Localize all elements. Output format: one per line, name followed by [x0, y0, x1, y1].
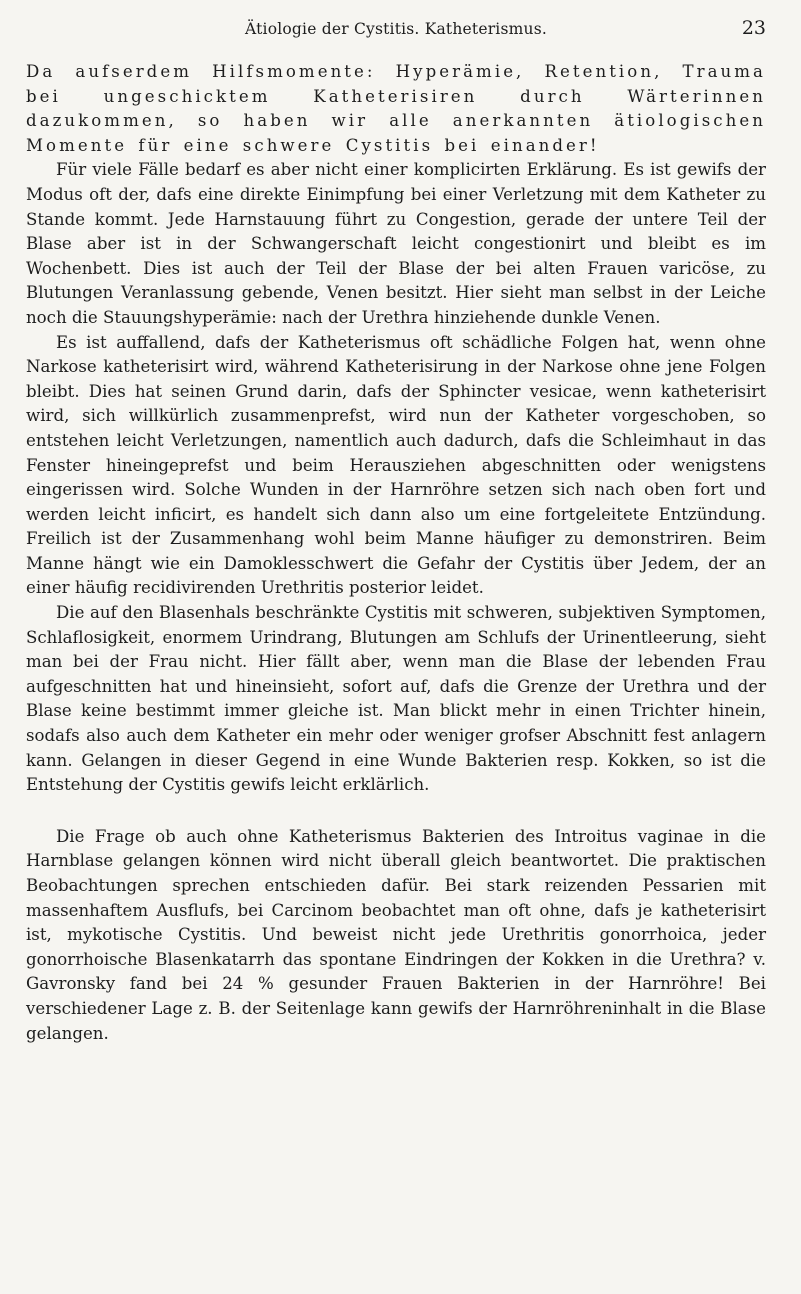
page-header	[26, 17, 766, 46]
paragraph-2: Für viele Fälle bedarf es aber nicht einer komplicirten Erklärung. Es ist gewifs der Modus oft der, dafs eine direkte Einimpfung bei einer Verletzung mit dem Katheter zu Stande kommt. Jede Harnstauung führt zu Congestion, gerade der untere Teil der Blase aber ist in der Schwangerschaft leicht congestionirt und bleibt es im Wochenbett. Dies ist auch der Teil der Blase der bei alten Frauen varicöse, zu Blutungen Veranlassung gebende, Venen besitzt. Hier sieht man selbst in der Leiche noch die Stauungshyperämie: nach der Urethra hinziehende dunkle Venen.	[26, 160, 766, 327]
paragraph-5: Die Frage ob auch ohne Katheterismus Bakterien des Introitus vaginae in die Harnblase gelangen können wird nicht überall gleich beantwortet. Die praktischen Beobachtungen sprechen entschieden dafür. Bei stark reizenden Pessarien mit massenhaftem Ausflufs, bei Carcinom beobachtet man oft ohne, dafs je katheterisirt ist, mykotische Cystitis. Und beweist nicht jede Urethritis gonorrhoica, jeder gonorrhoische Blasenkatarrh das spontane Eindringen der Kokken in die Urethra? v. Gavronsky fand bei 24 % gesunder Frauen Bakterien in der Harnröhre! Bei verschiedener Lage z. B. der Seitenlage kann gewifs der Harnröhreninhalt in die Blase gelangen.	[26, 826, 766, 1043]
paragraph-3: Es ist auffallend, dafs der Katheterismus oft schädliche Folgen hat, wenn ohne Narkose katheterisirt wird, während Katheterisirung in der Narkose ohne jene Folgen bleibt. Dies hat seinen Grund darin, dafs der Sphincter vesicae, wenn katheterisirt wird, sich willkürlich zusammenprefst, wird nun der Katheter vorgeschoben, so entstehen leicht Verletzungen, namentlich auch dadurch, dafs die Schleimhaut in das Fenster hineingeprefst und beim Herausziehen abgeschnitten oder wenigstens eingerissen wird. Solche Wunden in der Harnröhre setzen sich nach oben fort und werden leicht inficirt, es handelt sich dann also um eine fortgeleitete Entzündung. Freilich ist der Zusammenhang wohl beim Manne häufiger zu demonstriren. Beim Manne hängt wie ein Damoklesschwert die Gefahr der Cystitis über Jedem, der an einer häufig recidivirenden Urethritis posterior leidet.	[26, 332, 766, 598]
running-title: Ätiologie der Cystitis. Katheterismus.	[245, 20, 547, 38]
paragraph-4: Die auf den Blasenhals beschränkte Cystitis mit schweren, subjektiven Symptomen, Schlaflosigkeit, enormem Urindrang, Blutungen am Schlufs der Urinentleerung, sieht man bei der Frau nicht. Hier fällt aber, wenn man die Blase der lebenden Frau aufgeschnitten hat und hineinsieht, sofort auf, dafs die Grenze der Urethra und der Blase keine bestimmt immer gleiche ist. Man blickt mehr in einen Trichter hinein, sodafs also auch dem Katheter ein mehr oder weniger grofser Abschnitt fest anlagern kann. Gelangen in dieser Gegend in eine Wunde Bakterien resp. Kokken, so ist die Entstehung der Cystitis gewifs leicht erklärlich.	[26, 603, 766, 795]
body-text	[26, 60, 766, 1046]
page-number: 23	[741, 17, 766, 39]
section-gap	[26, 798, 766, 825]
paragraph-1: Da aufserdem Hilfsmomente: Hyperämie, Retention, Trauma bei ungeschicktem Katheterisiren durch Wärterinnen dazukommen, so haben wir alle anerkannten ätiologischen Momente für eine schwere Cystitis bei einander!	[26, 62, 766, 155]
